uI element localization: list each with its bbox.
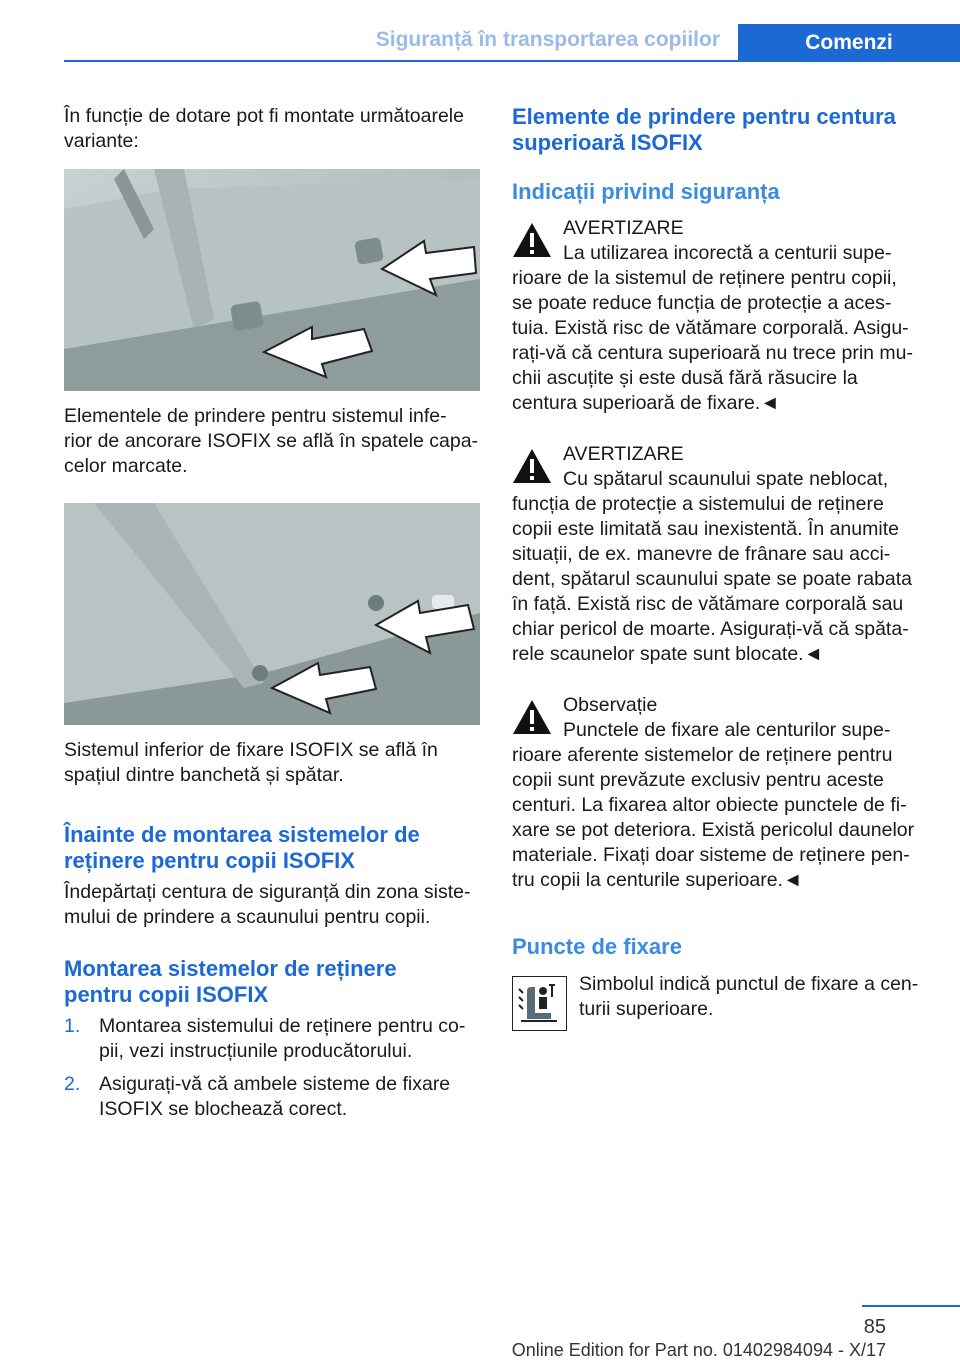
heading-safety-notes: Indicații privind siguranța <box>512 179 780 204</box>
mounting-steps-list: 1. Montarea sistemului de reținere pentru co- pii, vezi instrucțiunile producătorului. 2. Asigurați-vă că ambele sisteme de fixare ISOFIX se blochează corect. <box>64 1015 466 1120</box>
isofix-gap-photo <box>64 503 480 725</box>
isofix-covers-photo <box>64 169 480 391</box>
header-rule <box>64 60 960 62</box>
intro-text: În funcție de dotare pot fi montate următoarele variante: <box>64 105 464 152</box>
note-title: Observație <box>563 694 658 716</box>
header-chapter-tab[interactable]: Comenzi <box>738 24 960 62</box>
warning-block-2: AVERTIZARE Cu spătarul scaunului spate neblocat, funcția de protecție a sistemului de reținere copii este limitată sau inexistentă. În anumite situații, de ex. manevre de frânare sau acci- dent, spătarul scaunului spate se poate rabata în față. Există risc de vătămare corporală sau chiar pericol de moarte. Asigurați-vă că spăta- rele scaunelor spate sunt blocate.◄ <box>512 442 932 667</box>
warning-title: AVERTIZARE <box>563 217 684 239</box>
photo2-caption: Sistemul inferior de fixare ISOFIX se află în spațiul dintre banchetă și spătar. <box>64 739 438 786</box>
before-mounting-text: Îndepărtați centura de siguranță din zona siste- mului de prindere a scaunului pentru copii. <box>64 881 471 928</box>
step-number: 1. <box>64 1015 81 1037</box>
edition-note: Online Edition for Part no. 01402984094 - X/17 <box>511 1340 886 1360</box>
heading-before-mounting: Înainte de montarea sistemelor de reținere pentru copii ISOFIX <box>64 822 420 873</box>
heading-anchor-points: Puncte de fixare <box>512 934 682 959</box>
header-section-title: Siguranță în transportarea copiilor <box>375 28 720 51</box>
child-seat-anchor-icon <box>512 976 567 1031</box>
footer-rule <box>862 1305 960 1307</box>
page-header <box>64 0 960 62</box>
anchor-points-text: Simbolul indică punctul de fixare a cen- turii superioare. <box>579 973 919 1020</box>
page-number: 85 <box>863 1316 886 1338</box>
warning-block-1: AVERTIZARE La utilizarea incorectă a centurii supe- rioare de la sistemul de reținere pentru copii, se poate reduce funcția de protecție a aces- tuia. Există risc de vătămare corporală. Asigu- rați-vă că centura superioară nu trece prin mu- chii ascuțite și este dusă fără răsucire la centura superioară de fixare.◄ <box>512 216 932 416</box>
step-number: 2. <box>64 1073 81 1095</box>
heading-mounting: Montarea sistemelor de reținere pentru copii ISOFIX <box>64 956 397 1007</box>
photo1-caption: Elementele de prindere pentru sistemul infe- rior de ancorare ISOFIX se află în spatele capa- celor marcate. <box>64 405 479 477</box>
heading-top-tether: Elemente de prindere pentru centura superioară ISOFIX <box>512 104 896 155</box>
note-block: Observație Punctele de fixare ale centurilor supe- rioare aferente sistemelor de reținere pentru copii sunt prevăzute exclusiv pentru aceste centuri. La fixarea altor obiecte punctele de fi- xare se pot deteriora. Există pericolul daunelor materiale. Fixați doar sisteme de reținere pen- tru copii la centurile superioare.◄ <box>512 693 932 893</box>
warning-title: AVERTIZARE <box>563 443 684 465</box>
